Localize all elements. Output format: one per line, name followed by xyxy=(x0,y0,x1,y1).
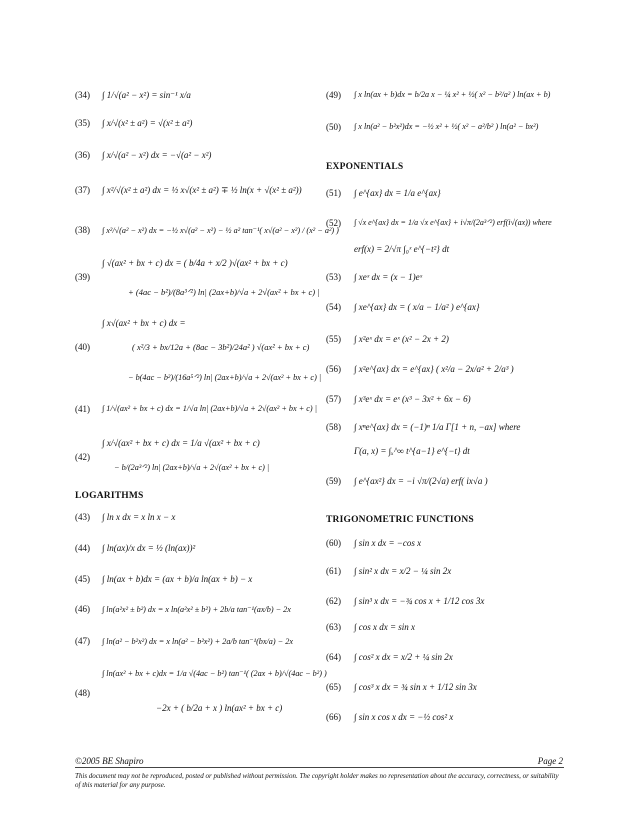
equation: ∫ e^{ax} dx = 1/a e^{ax} xyxy=(354,188,441,198)
equation: ∫ x ln(a² − b²x²)dx = −½ x² + ½( x² − a²/b² ) ln(a² − bx²) xyxy=(354,122,539,131)
eq-number: (37) xyxy=(75,185,90,195)
equation: ∫ ln x dx = x ln x − x xyxy=(102,512,176,522)
eq-number: (46) xyxy=(75,604,90,614)
equation: ∫ sin³ x dx = −¾ cos x + 1/12 cos 3x xyxy=(354,596,485,606)
equation-continuation: erf(x) = 2/√π ∫₀ˣ e^{−t²} dt xyxy=(354,244,450,254)
equation: ∫ e^{ax²} dx = −i √π/(2√a) erf( ix√a ) xyxy=(354,476,488,486)
eq-number: (42) xyxy=(75,452,90,462)
eq-number: (62) xyxy=(326,596,341,606)
section-header-logarithms: LOGARITHMS xyxy=(75,491,144,501)
equation: ∫ cos² x dx = x/2 + ¼ sin 2x xyxy=(354,652,453,662)
equation: ∫ xⁿe^{ax} dx = (−1)ⁿ 1/a Γ[1 + n, −ax] where xyxy=(354,422,521,432)
equation: ∫ cos³ x dx = ¾ sin x + 1/12 sin 3x xyxy=(354,682,477,692)
eq-number: (43) xyxy=(75,512,90,522)
eq-number: (59) xyxy=(326,476,341,486)
eq-number: (63) xyxy=(326,622,341,632)
equation-continuation: Γ(a, x) = ∫ₓ^∞ t^{a−1} e^{−t} dt xyxy=(354,446,470,456)
equation: ∫ √(ax² + bx + c) dx = ( b/4a + x/2 )√(ax² + bx + c) xyxy=(102,258,288,268)
eq-number: (44) xyxy=(75,543,90,553)
equation: ∫ sin² x dx = x/2 − ¼ sin 2x xyxy=(354,566,452,576)
equation: ∫ ln(ax + b)dx = (ax + b)/a ln(ax + b) − x xyxy=(102,574,253,584)
equation-continuation: − b/(2a³ᐟ²) ln| (2ax+b)/√a + 2√(ax² + bx + c) | xyxy=(114,463,270,472)
eq-number: (61) xyxy=(326,566,341,576)
equation: ∫ sin x cos x dx = −½ cos² x xyxy=(354,712,454,722)
eq-number: (50) xyxy=(326,122,341,132)
equation-continuation: + (4ac − b²)/(8a³ᐟ²) ln| (2ax+b)/√a + 2√(ax² + bx + c) | xyxy=(128,287,320,297)
eq-number: (58) xyxy=(326,422,341,432)
eq-number: (54) xyxy=(326,302,341,312)
equation: ∫ sin x dx = −cos x xyxy=(354,538,422,548)
equation: ∫ x²/√(a² − x²) dx = −½ x√(a² − x²) − ½ a² tan⁻¹( x√(a² − x²) / (x² − a²) ) xyxy=(102,226,339,235)
equation: ∫ 1/√(ax² + bx + c) dx = 1/√a ln| (2ax+b)/√a + 2√(ax² + bx + c) | xyxy=(102,404,317,413)
equation: ∫ 1/√(a² − x²) = sin⁻¹ x/a xyxy=(102,90,191,100)
eq-number: (52) xyxy=(326,218,341,228)
equation: ∫ x²e^{ax} dx = e^{ax} ( x²/a − 2x/a² + 2/a³ ) xyxy=(354,364,514,374)
footer-divider xyxy=(75,767,564,768)
eq-number: (65) xyxy=(326,682,341,692)
eq-number: (66) xyxy=(326,712,341,722)
equation: ∫ x/√(x² ± a²) = √(x² ± a²) xyxy=(102,118,193,128)
equation-continuation: ( x²/3 + bx/12a + (8ac − 3b²)/24a² ) √(ax² + bx + c) xyxy=(132,342,310,352)
equation: ∫ x²/√(x² ± a²) dx = ½ x√(x² ± a²) ∓ ½ ln(x + √(x² ± a²)) xyxy=(102,185,302,195)
equation: ∫ cos x dx = sin x xyxy=(354,622,416,632)
equation: ∫ √x e^{ax} dx = 1/a √x e^{ax} + i√π/(2a³ᐟ²) erf(i√(ax)) where xyxy=(354,218,552,227)
equation: ∫ x/√(ax² + bx + c) dx = 1/a √(ax² + bx + c) xyxy=(102,438,260,448)
eq-number: (64) xyxy=(326,652,341,662)
eq-number: (47) xyxy=(75,636,90,646)
equation: ∫ x³eˣ dx = eˣ (x³ − 3x² + 6x − 6) xyxy=(354,394,471,404)
section-header-exponentials: EXPONENTIALS xyxy=(326,162,404,172)
equation: ∫ x√(ax² + bx + c) dx = xyxy=(102,318,186,328)
eq-number: (49) xyxy=(326,90,341,100)
equation-continuation: −2x + ( b/2a + x ) ln(ax² + bx + c) xyxy=(156,703,283,713)
eq-number: (41) xyxy=(75,404,90,414)
eq-number: (38) xyxy=(75,225,90,235)
equation: ∫ x/√(a² − x²) dx = −√(a² − x²) xyxy=(102,150,212,160)
eq-number: (56) xyxy=(326,364,341,374)
section-header-trigonometric: TRIGONOMETRIC FUNCTIONS xyxy=(326,515,474,525)
eq-number: (48) xyxy=(75,688,90,698)
eq-number: (34) xyxy=(75,90,90,100)
eq-number: (53) xyxy=(326,272,341,282)
copyright-label: ©2005 BE Shapiro xyxy=(75,756,144,766)
page-number: Page 2 xyxy=(537,756,563,766)
eq-number: (51) xyxy=(326,188,341,198)
eq-number: (40) xyxy=(75,342,90,352)
equation: ∫ xe^{ax} dx = ( x/a − 1/a² ) e^{ax} xyxy=(354,302,480,312)
equation: ∫ x ln(ax + b)dx = b/2a x − ¼ x² + ½( x² − b²/a² ) ln(ax + b) xyxy=(354,90,551,99)
eq-number: (55) xyxy=(326,334,341,344)
eq-number: (57) xyxy=(326,394,341,404)
eq-number: (45) xyxy=(75,574,90,584)
equation: ∫ ln(a²x² ± b²) dx = x ln(a²x² ± b²) + 2b/a tan⁻¹(ax/b) − 2x xyxy=(102,605,291,614)
copyright-notice: This document may not be reproduced, posted or published without permission. The copyright holder makes no representation about the accuracy, correctness, or suitability of this material for any purpose. xyxy=(75,772,559,789)
eq-number: (60) xyxy=(326,538,341,548)
equation: ∫ ln(a² − b²x²) dx = x ln(a² − b²x²) + 2a/b tan⁻¹(bx/a) − 2x xyxy=(102,637,293,646)
equation: ∫ xeˣ dx = (x − 1)eˣ xyxy=(354,272,423,282)
eq-number: (39) xyxy=(75,272,90,282)
equation: ∫ ln(ax² + bx + c)dx = 1/a √(4ac − b²) tan⁻¹( (2ax + b)/√(4ac − b²) ) xyxy=(102,669,327,678)
equation-continuation: − b(4ac − b²)/(16a⁵ᐟ²) ln| (2ax+b)/√a + 2√(ax² + bx + c) | xyxy=(128,373,322,382)
equation: ∫ ln(ax)/x dx = ½ (ln(ax))² xyxy=(102,543,196,553)
eq-number: (36) xyxy=(75,150,90,160)
eq-number: (35) xyxy=(75,118,90,128)
equation: ∫ x²eˣ dx = eˣ (x² − 2x + 2) xyxy=(354,334,449,344)
